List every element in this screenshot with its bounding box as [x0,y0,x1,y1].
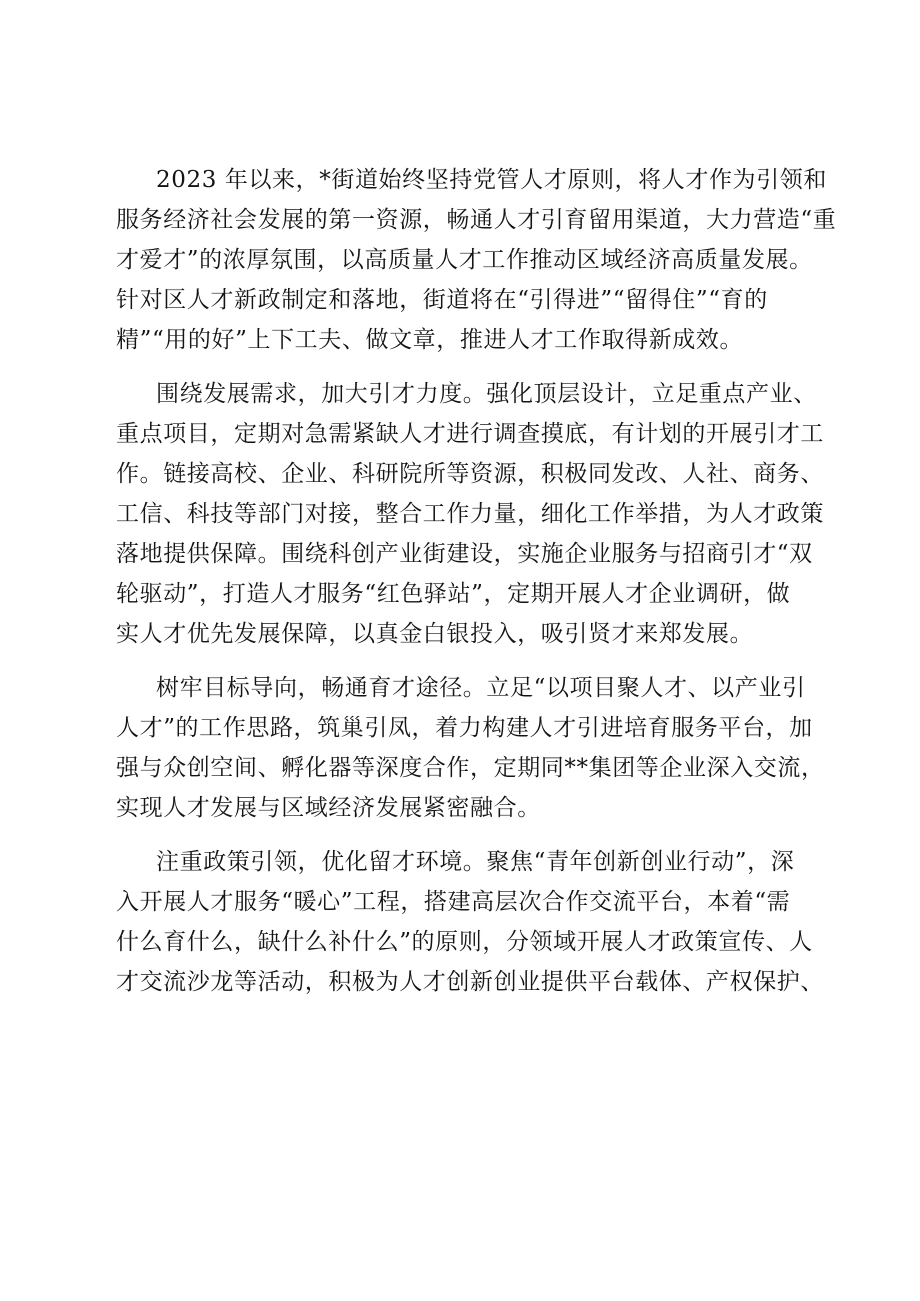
text-line: 围绕发展需求，加大引才力度。强化顶层设计，立足重点产业、 [156,381,817,407]
paragraph-talent-cultivation [116,668,825,828]
text-line: 实现人才发展与区域经济发展紧密融合。 [116,795,541,821]
text-line: 入开展人才服务“暖心”工程，搭建高层次合作交流平台，本着“需 [116,889,791,915]
text-line: 人才”的工作思路，筑巢引凤，着力构建人才引进培育服务平台，加 [116,715,813,741]
text-line: 树牢目标导向，畅通育才途径。立足“以项目聚人才、以产业引 [156,675,806,701]
text-line: 2023 年以来，*街道始终坚持党管人才原则，将人才作为引领和 [156,167,827,193]
paragraph-intro [116,160,837,360]
paragraph-talent-retention [116,842,822,1002]
text-line: 服务经济社会发展的第一资源，畅通人才引育留用渠道，大力营造“重 [116,207,837,233]
text-line: 强与众创空间、孵化器等深度合作，定期同**集团等企业深入交流， [116,755,825,781]
text-line: 实人才优先发展保障，以真金白银投入，吸引贤才来郑发展。 [116,621,754,647]
text-line: 轮驱动”，打造人才服务“红色驿站”，定期开展人才企业调研，做 [116,581,791,607]
text-line: 作。链接高校、企业、科研院所等资源，积极同发改、人社、商务、 [116,461,824,487]
text-line: 什么育什么，缺什么补什么”的原则，分领域开展人才政策宣传、人 [116,929,813,955]
text-line: 才交流沙龙等活动，积极为人才创新创业提供平台载体、产权保护、 [116,969,824,995]
text-line: 才爱才”的浓厚氛围，以高质量人才工作推动区域经济高质量发展。 [116,247,813,273]
text-line: 工信、科技等部门对接，整合工作力量，细化工作举措，为人才政策 [116,501,824,527]
text-line: 注重政策引领，优化留才环境。聚焦“青年创新创业行动”，深 [156,849,795,875]
text-line: 精”“用的好”上下工夫、做文章，推进人才工作取得新成效。 [116,327,744,353]
text-line: 落地提供保障。围绕科创产业街建设，实施企业服务与招商引才“双 [116,541,813,567]
paragraph-talent-recruitment [116,374,822,654]
text-line: 针对区人才新政制定和落地，街道将在“引得进”“留得住”“育的 [116,287,768,313]
document-body [116,160,837,1016]
text-line: 重点项目，定期对急需紧缺人才进行调查摸底，有计划的开展引才工 [116,421,824,447]
